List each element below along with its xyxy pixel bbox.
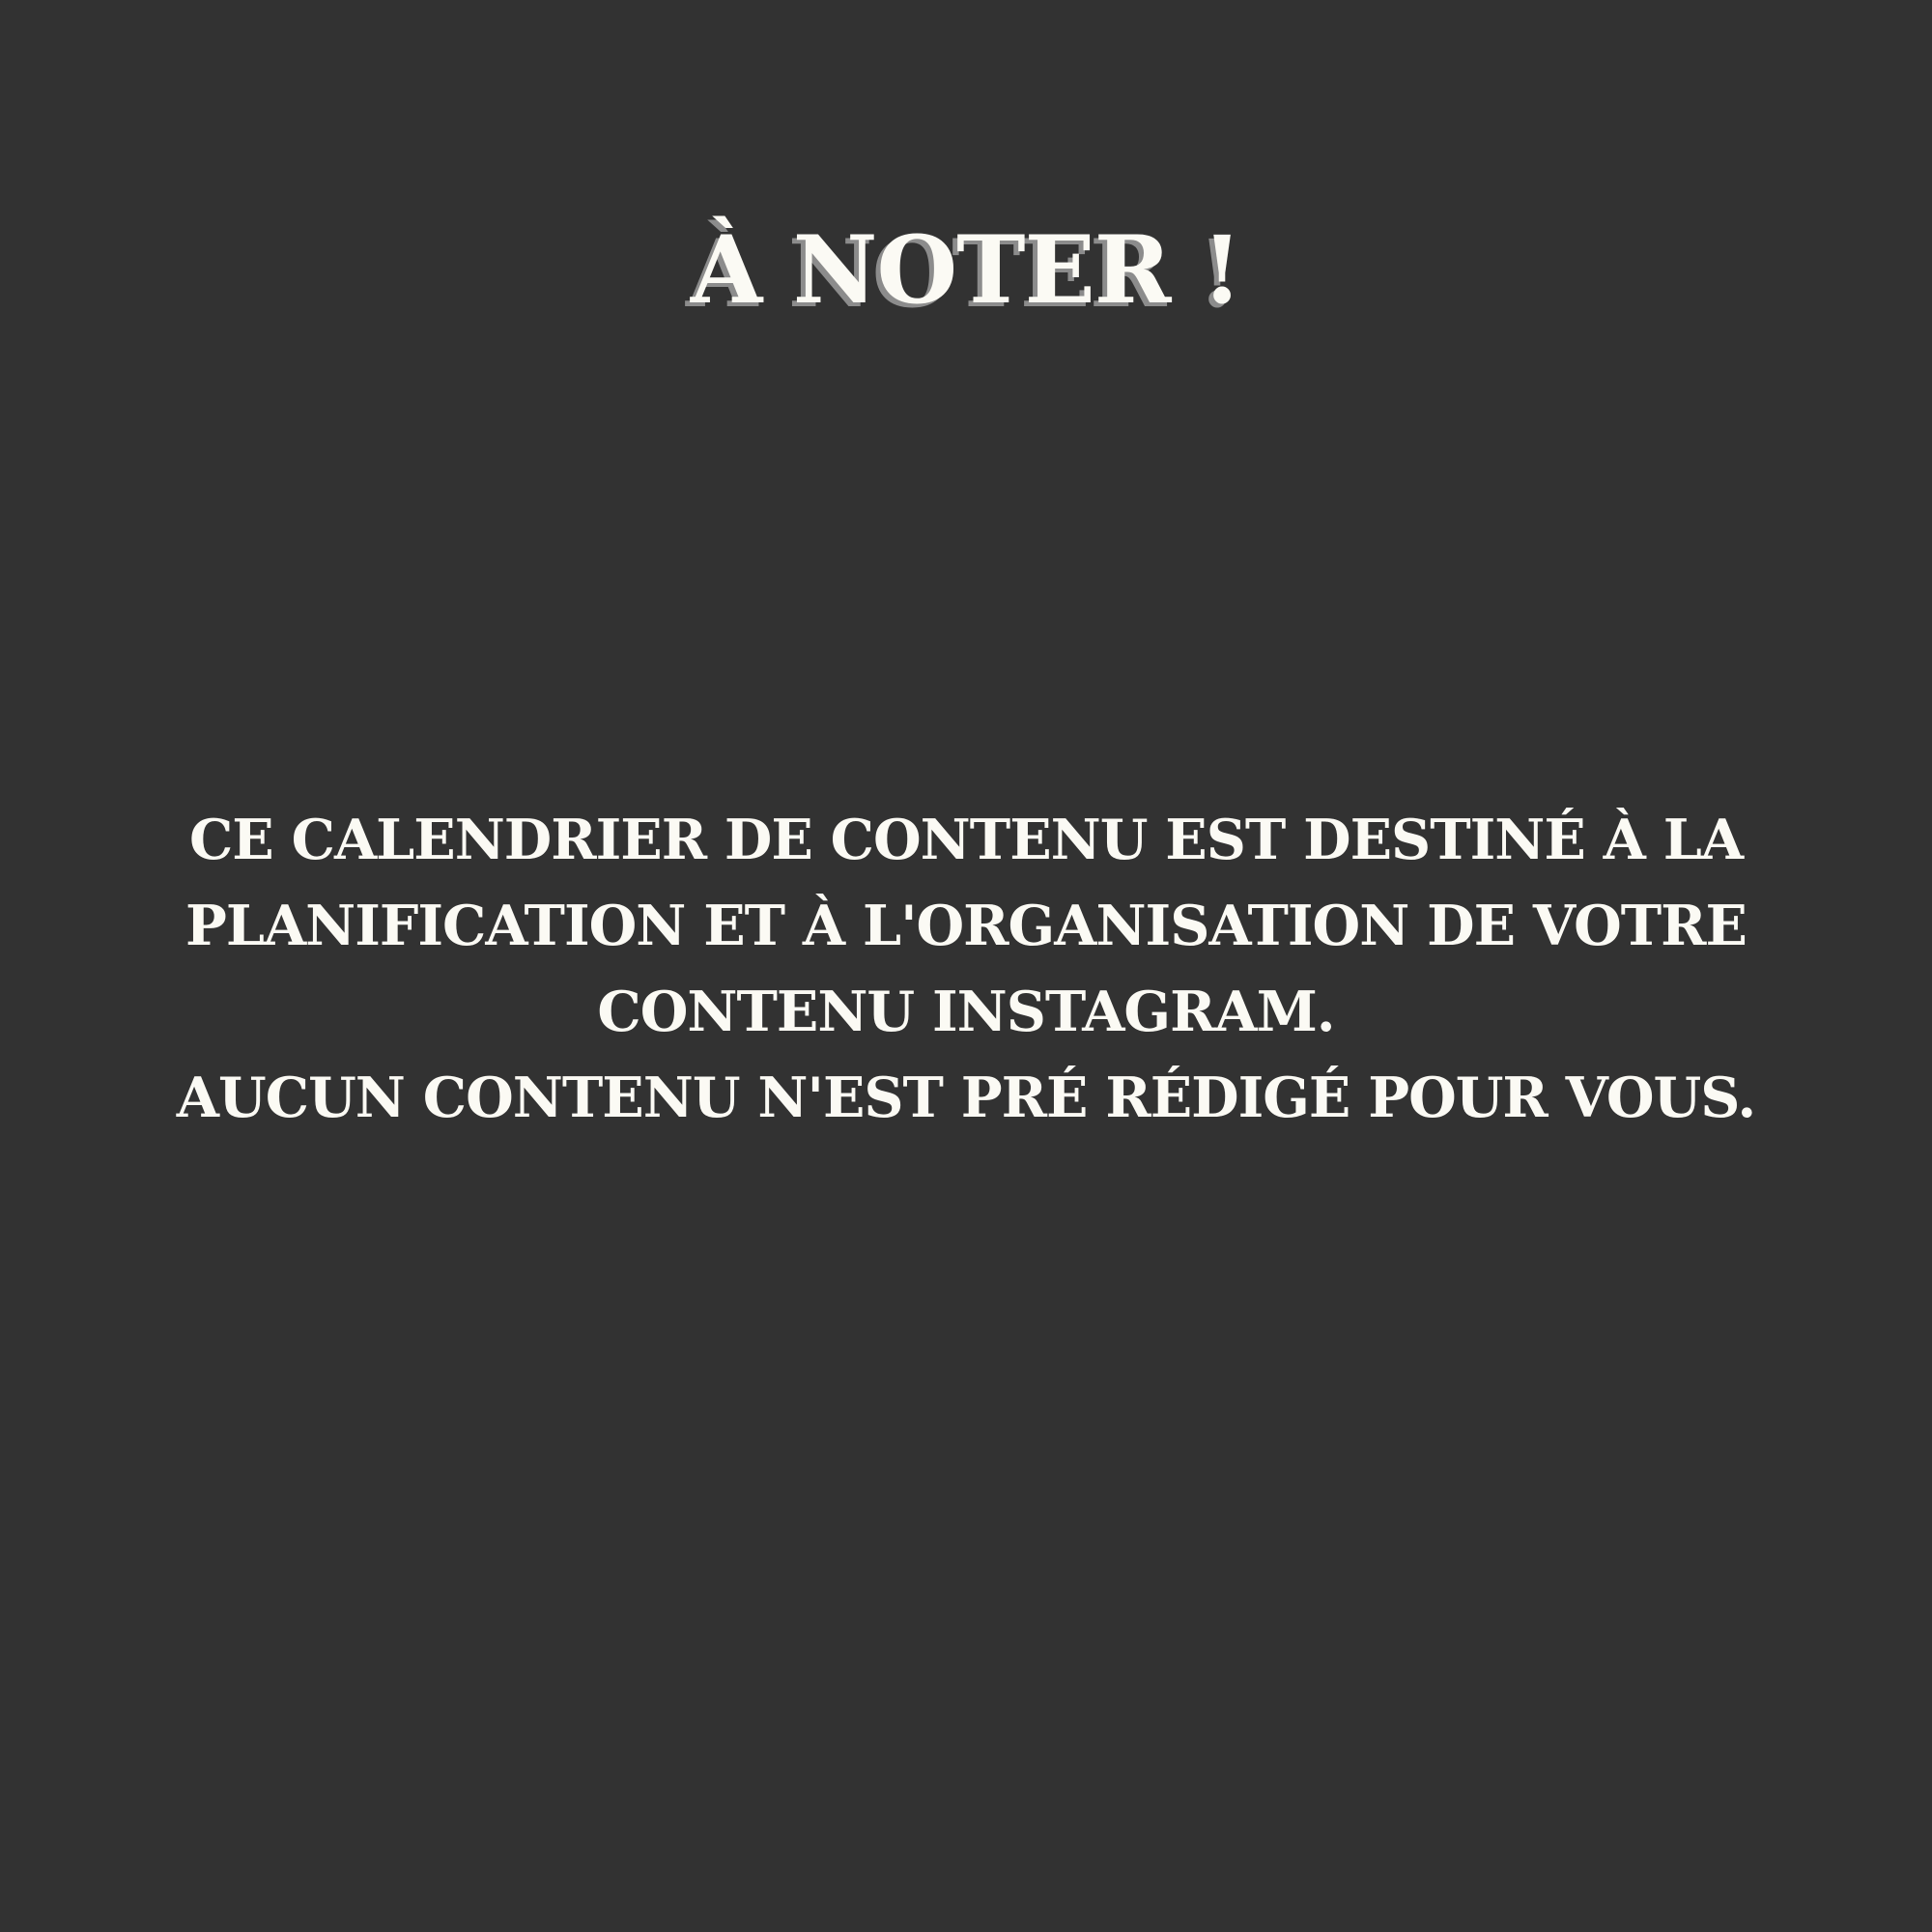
notice-title: À NOTER ! <box>690 215 1242 325</box>
notice-body-line: CONTENU INSTAGRAM. <box>597 980 1335 1044</box>
notice-body <box>145 797 1787 1141</box>
notice-body-line: AUCUN CONTENU N'EST PRÉ RÉDIGÉ POUR VOUS. <box>176 1065 1756 1130</box>
notice-body-line: PLANIFICATION ET À L'ORGANISATION DE VOTRE <box>185 894 1747 958</box>
notice-body-line: CE CALENDRIER DE CONTENU EST DESTINÉ À LA <box>188 808 1744 872</box>
